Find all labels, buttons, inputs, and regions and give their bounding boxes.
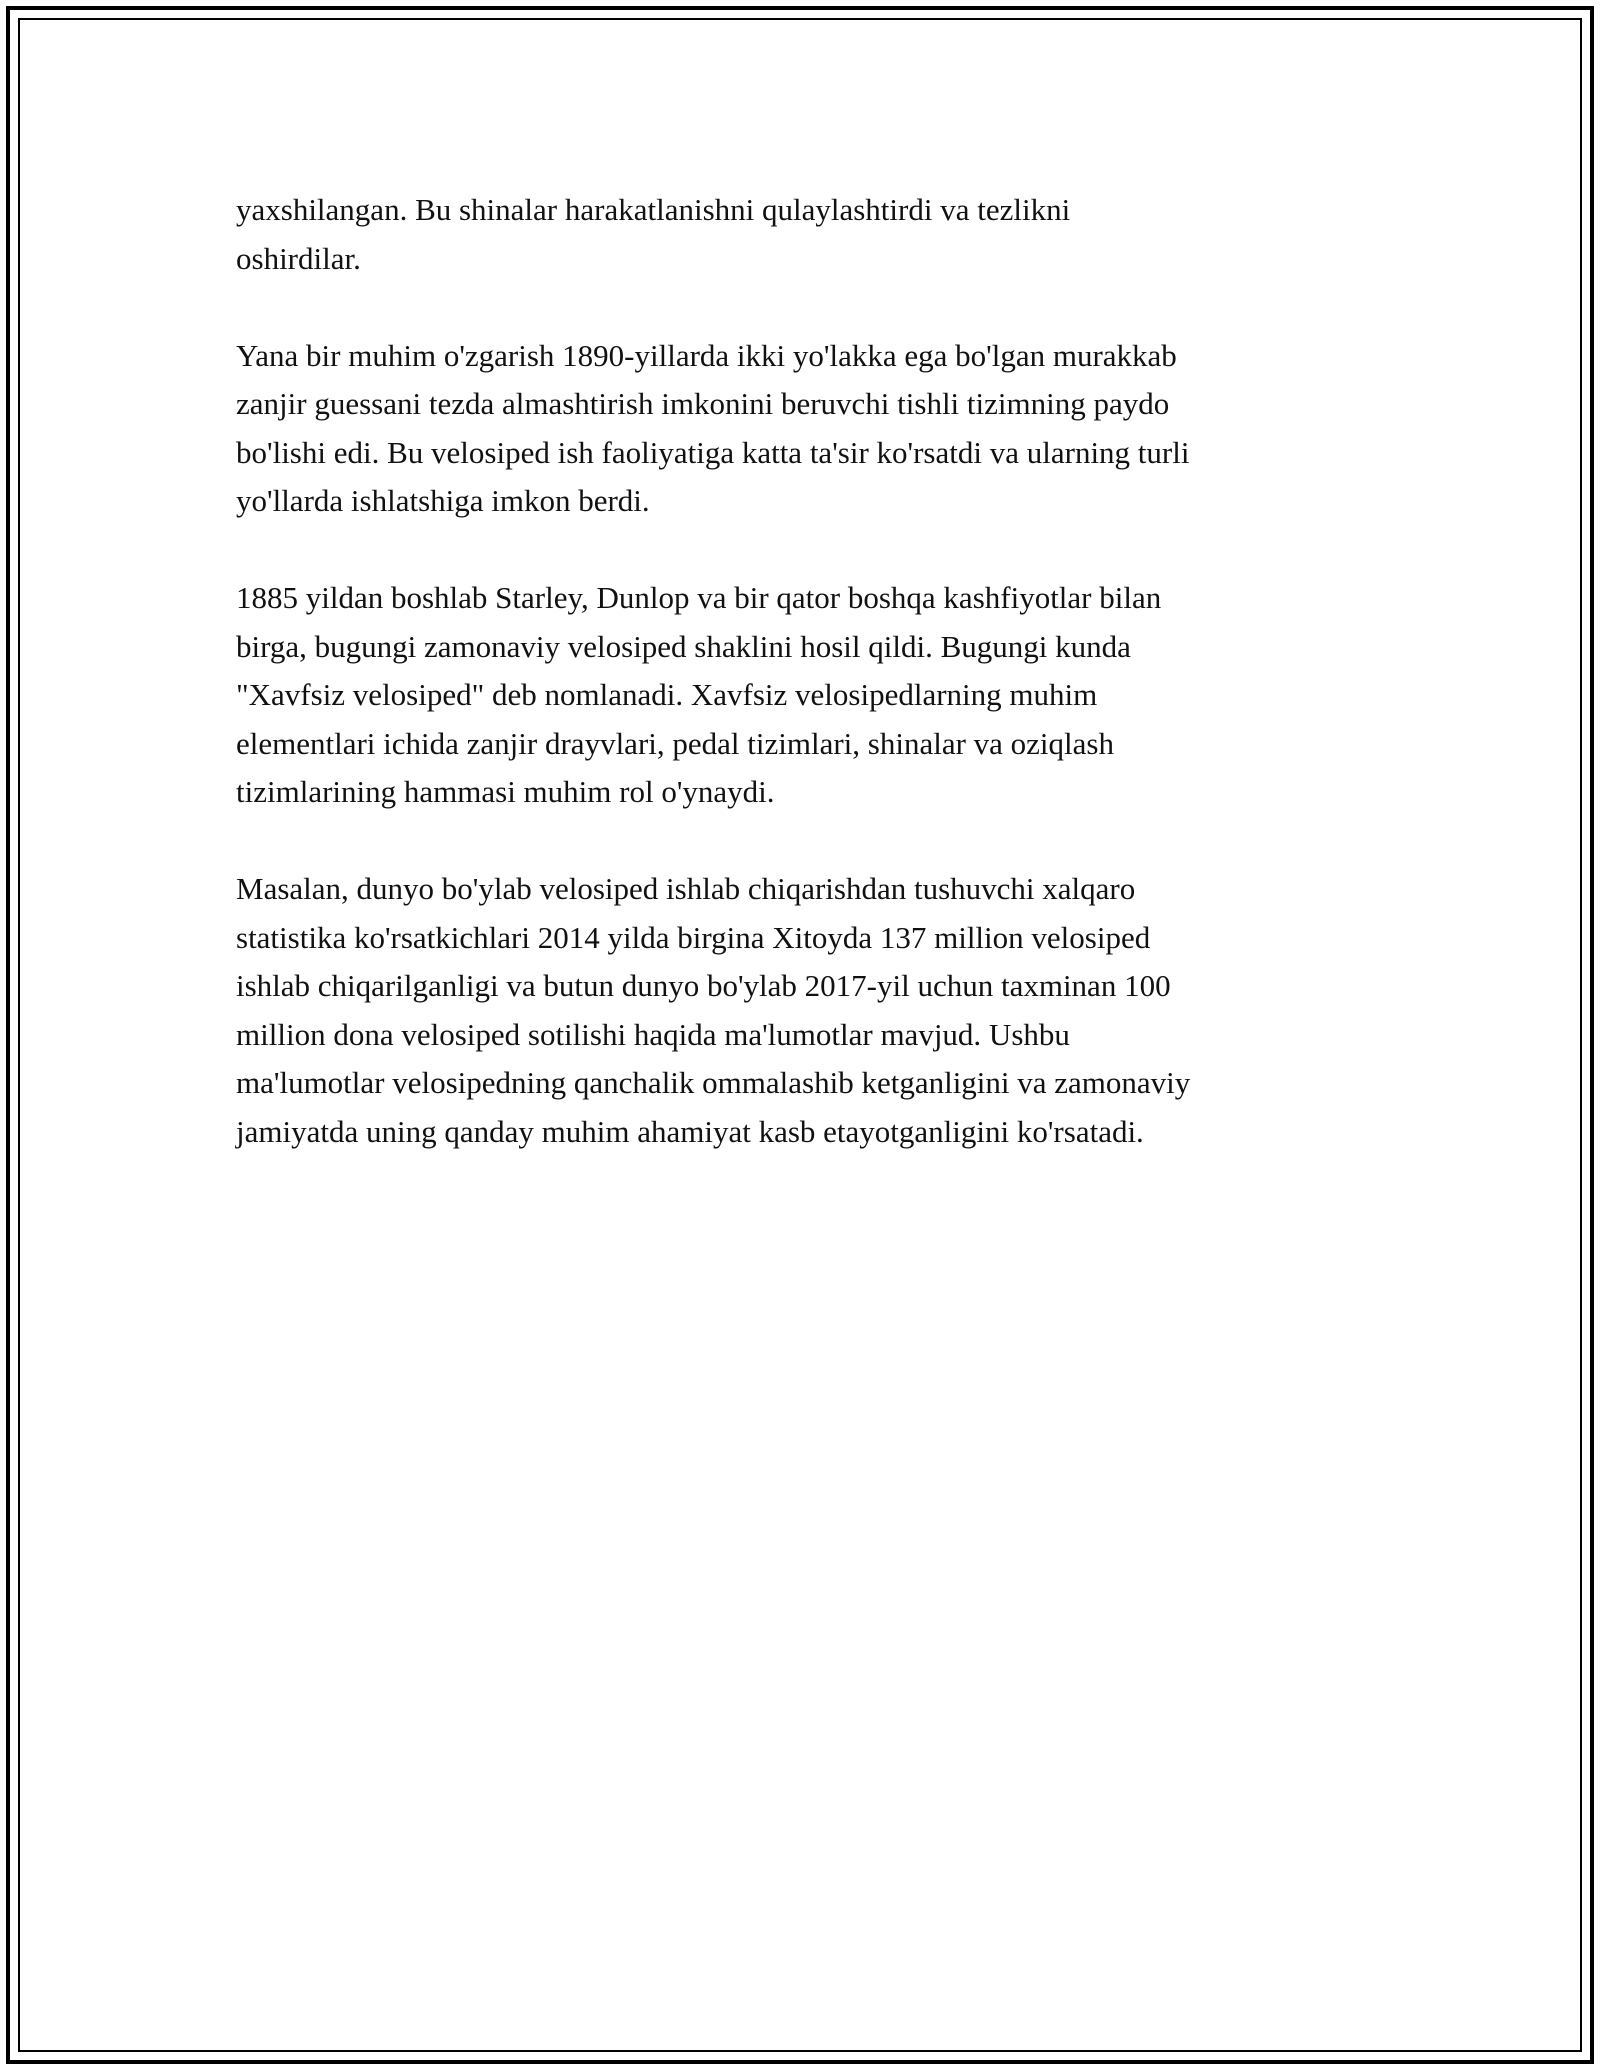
- paragraph-3: [236, 574, 1376, 817]
- text-line: ma'lumotlar velosipedning qanchalik ommalashib ketganligini va zamonaviy: [236, 1065, 1191, 1100]
- text-line: statistika ko'rsatkichlari 2014 yilda birgina Xitoyda 137 million velosiped: [236, 919, 1151, 955]
- text-line: oshirdilar.: [236, 240, 361, 276]
- text-line: Masalan, dunyo bo'ylab velosiped ishlab chiqarishdan tushuvchi xalqaro: [236, 871, 1136, 906]
- text-line: "Xavfsiz velosiped" deb nomlanadi. Xavfsiz velosipedlarning muhim: [236, 677, 1098, 712]
- text-line: birga, bugungi zamonaviy velosiped shaklini hosil qildi. Bugungi kunda: [236, 628, 1131, 664]
- paragraph-2: [236, 332, 1376, 526]
- text-line: elementlari ichida zanjir drayvlari, pedal tizimlari, shinalar va oziqlash: [236, 725, 1114, 761]
- text-line: ishlab chiqarilganligi va butun dunyo bo'ylab 2017-yil uchun taxminan 100: [236, 968, 1171, 1003]
- text-line: tizimlarining hammasi muhim rol o'ynaydi.: [236, 774, 775, 809]
- text-line: yo'llarda ishlatshiga imkon berdi.: [236, 483, 650, 518]
- text-line: million dona velosiped sotilishi haqida ma'lumotlar mavjud. Ushbu: [236, 1016, 1070, 1052]
- paragraph-1: [236, 186, 1376, 283]
- document-body: [236, 186, 1376, 1205]
- text-line: zanjir guessani tezda almashtirish imkonini beruvchi tishli tizimning paydo: [236, 386, 1170, 421]
- paragraph-4: [236, 865, 1376, 1156]
- text-line: yaxshilangan. Bu shinalar harakatlanishni qulaylashtirdi va tezlikni: [236, 192, 1071, 227]
- text-line: 1885 yildan boshlab Starley, Dunlop va bir qator boshqa kashfiyotlar bilan: [236, 580, 1162, 615]
- text-line: bo'lishi edi. Bu velosiped ish faoliyatiga katta ta'sir ko'rsatdi va ularning turli: [236, 434, 1190, 470]
- text-line: jamiyatda uning qanday muhim ahamiyat kasb etayotganligini ko'rsatadi.: [236, 1113, 1144, 1149]
- text-line: Yana bir muhim o'zgarish 1890-yillarda ikki yo'lakka ega bo'lgan murakkab: [236, 337, 1177, 373]
